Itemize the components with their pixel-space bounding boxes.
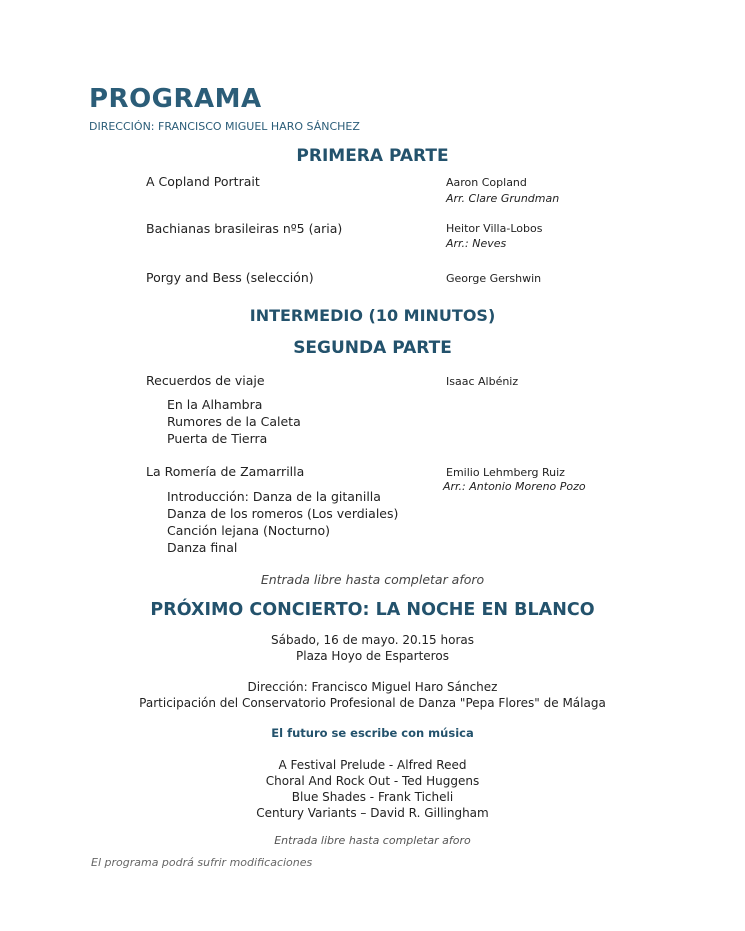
movement: Danza de los romeros (Los verdiales) — [167, 506, 399, 521]
program-item: Blue Shades - Frank Ticheli — [291, 790, 454, 804]
next-concert-direction: Dirección: Francisco Miguel Haro Sánchez — [247, 680, 498, 694]
work-composer: Aaron Copland — [446, 176, 527, 189]
intermission-heading: INTERMEDIO (10 MINUTOS) — [249, 306, 496, 325]
part2-heading: SEGUNDA PARTE — [293, 338, 452, 358]
program-notice: El programa podrá sufrir modificaciones — [91, 856, 313, 869]
next-concert-date: Sábado, 16 de mayo. 20.15 horas — [271, 633, 474, 647]
part1-heading: PRIMERA PARTE — [296, 146, 449, 166]
work-arranger: Arr.: Antonio Moreno Pozo — [443, 480, 586, 493]
movement: Danza final — [167, 540, 238, 555]
conductor-line: DIRECCIÓN: FRANCISCO MIGUEL HARO SÁNCHEZ — [89, 120, 360, 133]
work-composer: Isaac Albéniz — [446, 375, 519, 388]
movement: En la Alhambra — [167, 397, 263, 412]
next-concert-slogan: El futuro se escribe con música — [271, 726, 474, 740]
work-title: Recuerdos de viaje — [146, 373, 265, 388]
work-title: Porgy and Bess (selección) — [146, 270, 314, 285]
movement-list — [167, 488, 398, 556]
movement: Rumores de la Caleta — [167, 414, 301, 429]
work-arranger: Arr. Clare Grundman — [446, 192, 560, 205]
next-concert-place: Plaza Hoyo de Esparteros — [296, 649, 449, 663]
movement: Introducción: Danza de la gitanilla — [167, 489, 381, 504]
next-concert-participation: Participación del Conservatorio Profesional de Danza "Pepa Flores" de Málaga — [139, 696, 606, 710]
next-concert-program — [0, 757, 745, 821]
work-title: Bachianas brasileiras nº5 (aria) — [146, 221, 343, 236]
work-arranger: Arr.: Neves — [446, 237, 507, 250]
movement-list — [167, 396, 301, 447]
next-concert-title: PRÓXIMO CONCIERTO: LA NOCHE EN BLANCO — [150, 600, 595, 620]
work-composer: Emilio Lehmberg Ruiz — [446, 466, 565, 479]
program-item: A Festival Prelude - Alfred Reed — [278, 758, 467, 772]
program-item: Choral And Rock Out - Ted Huggens — [265, 774, 480, 788]
movement: Puerta de Tierra — [167, 431, 268, 446]
work-composer: George Gershwin — [446, 272, 542, 285]
work-title: La Romería de Zamarrilla — [146, 464, 305, 479]
movement: Canción lejana (Nocturno) — [167, 523, 330, 538]
next-concert-free-entry: Entrada libre hasta completar aforo — [274, 834, 471, 847]
free-entry-note: Entrada libre hasta completar aforo — [260, 572, 485, 587]
work-title: A Copland Portrait — [146, 174, 260, 189]
page-title: PROGRAMA — [89, 84, 262, 114]
work-composer: Heitor Villa-Lobos — [446, 222, 543, 235]
program-item: Century Variants – David R. Gillingham — [256, 806, 489, 820]
